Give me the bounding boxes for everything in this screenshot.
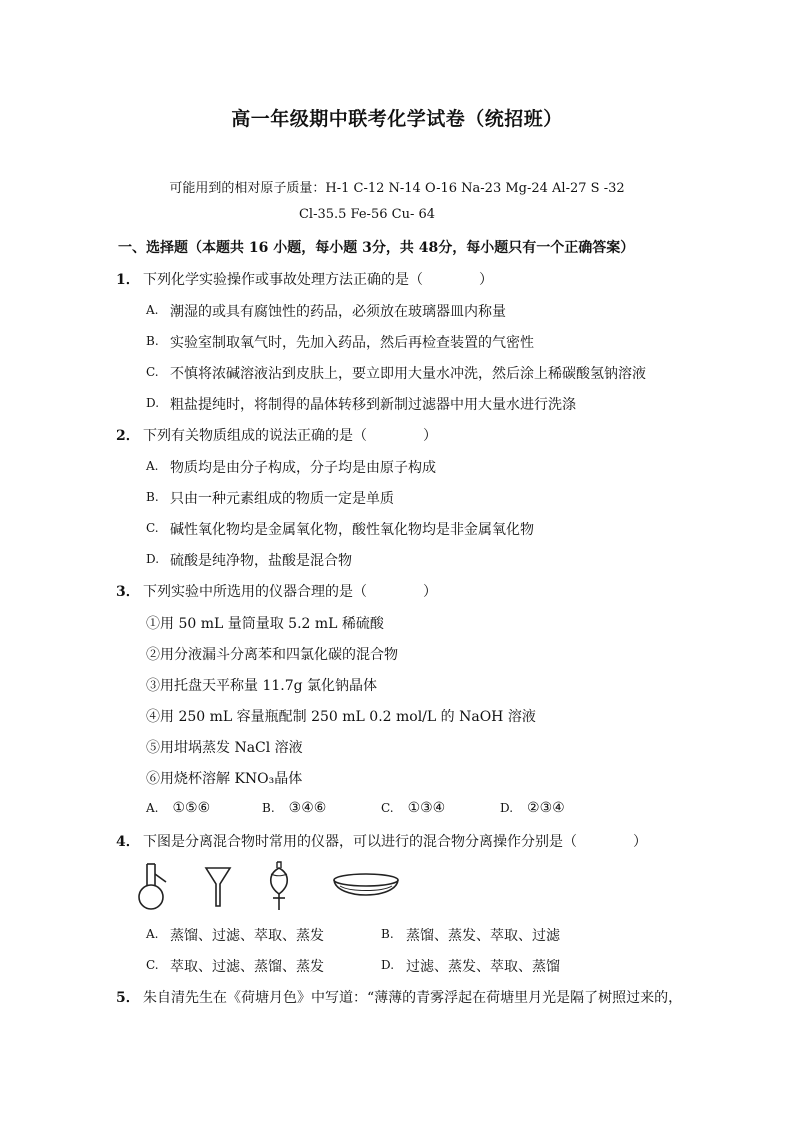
option-text: 潮湿的或具有腐蚀性的药品，必须放在玻璃器皿内称量 xyxy=(170,304,506,320)
option-label: A. xyxy=(146,303,159,317)
option-text: 蒸馏、蒸发、萃取、过滤 xyxy=(406,928,560,944)
option-text: 硫酸是纯净物，盐酸是混合物 xyxy=(170,553,352,569)
question-number: 5． xyxy=(116,990,140,1006)
separatory-funnel-icon xyxy=(264,860,294,912)
page-title: 高一年级期中联考化学试卷（统招班） xyxy=(231,108,563,130)
option-text: 只由一种元素组成的物质一定是单质 xyxy=(170,491,394,507)
distillation-flask-icon xyxy=(134,860,170,912)
option-text: 不慎将浓碱溶液沾到皮肤上，要立即用大量水冲洗，然后涂上稀碳酸氢钠溶液 xyxy=(170,366,646,382)
option-label: C. xyxy=(381,801,394,815)
option-label: D. xyxy=(381,958,395,972)
question-stem: 下列有关物质组成的说法正确的是（ ） xyxy=(143,428,437,444)
question-stem: 朱自清先生在《荷塘月色》中写道：“薄薄的青雾浮起在荷塘里月光是隔了树照过来的， xyxy=(143,990,683,1006)
option-label: B. xyxy=(146,334,159,348)
question-number: 3． xyxy=(116,584,140,600)
question-number: 4． xyxy=(116,834,140,850)
option-a xyxy=(146,800,210,816)
option-text: 过滤、蒸发、萃取、蒸馏 xyxy=(406,959,560,975)
section-heading: 一、选择题（本题共 16 小题，每小题 3分，共 48分，每小题只有一个正确答案） xyxy=(118,240,635,256)
option-text: 蒸馏、过滤、萃取、蒸发 xyxy=(170,928,324,944)
option-label: C. xyxy=(146,365,159,379)
option-label: D. xyxy=(146,552,160,566)
option-label: B. xyxy=(262,801,275,815)
atomic-masses-line2: Cl-35.5 Fe-56 Cu- 64 xyxy=(298,207,436,222)
evaporating-dish-icon xyxy=(330,870,402,908)
option-text: 粗盐提纯时，将制得的晶体转移到新制过滤器中用大量水进行洗涤 xyxy=(170,397,576,413)
option-label: C. xyxy=(146,521,159,535)
option-b xyxy=(262,800,326,816)
statement-item: ⑤用坩埚蒸发 NaCl 溶液 xyxy=(146,740,303,756)
option-label: D. xyxy=(500,801,514,815)
option-text: ①⑤⑥ xyxy=(172,800,211,816)
option-text: ②③④ xyxy=(527,800,565,816)
atomic-masses-line1: 可能用到的相对原子质量：H-1 C-12 N-14 O-16 Na-23 Mg-24 Al-27 S -32 xyxy=(169,181,625,196)
option-label: A. xyxy=(146,459,159,473)
statement-item: ⑥用烧杯溶解 KNO₃晶体 xyxy=(146,771,303,787)
question-stem: 下列实验中所选用的仪器合理的是（ ） xyxy=(143,584,437,600)
question-stem: 下列化学实验操作或事故处理方法正确的是（ ） xyxy=(143,272,493,288)
question-stem: 下图是分离混合物时常用的仪器，可以进行的混合物分离操作分别是（ ） xyxy=(143,834,647,850)
option-d xyxy=(500,800,565,816)
option-text: 萃取、过滤、蒸馏、蒸发 xyxy=(170,959,324,975)
option-text: 实验室制取氧气时，先加入药品，然后再检查装置的气密性 xyxy=(170,335,534,351)
option-c xyxy=(381,800,445,816)
option-text: ③④⑥ xyxy=(288,800,327,816)
question-number: 1． xyxy=(116,272,140,288)
statement-item: ④用 250 mL 容量瓶配制 250 mL 0.2 mol/L 的 NaOH 溶液 xyxy=(146,709,536,725)
question-number: 2． xyxy=(116,428,140,444)
option-label: C. xyxy=(146,958,159,972)
statement-item: ①用 50 mL 量筒量取 5.2 mL 稀硫酸 xyxy=(146,616,384,632)
option-label: B. xyxy=(381,927,394,941)
statement-item: ②用分液漏斗分离苯和四氯化碳的混合物 xyxy=(146,647,398,663)
statement-item: ③用托盘天平称量 11.7g 氯化钠晶体 xyxy=(146,678,378,694)
option-text: 碱性氧化物均是金属氧化物，酸性氧化物均是非金属氧化物 xyxy=(170,522,534,538)
option-label: B. xyxy=(146,490,159,504)
option-label: D. xyxy=(146,396,160,410)
option-label: A. xyxy=(146,801,159,815)
funnel-icon xyxy=(204,864,232,910)
option-label: A. xyxy=(146,927,159,941)
option-text: ①③④ xyxy=(407,800,446,816)
option-text: 物质均是由分子构成，分子均是由原子构成 xyxy=(170,460,436,476)
